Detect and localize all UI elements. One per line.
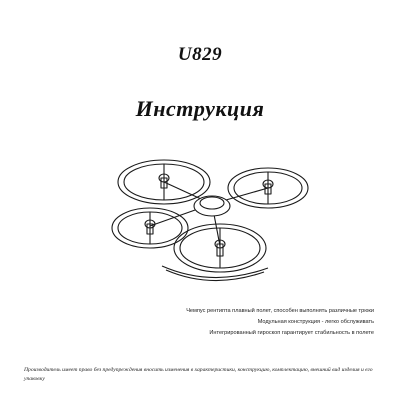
quadcopter-drone-icon (92, 148, 332, 288)
feature-item: Чемпус рентипта плавный полет, способен выполнять различные трюки (186, 308, 374, 314)
feature-list (54, 306, 374, 339)
feature-item: Модульная конструкция - легко обслуживать (257, 319, 374, 325)
model-number: U829 (177, 44, 223, 65)
feature-item: Интегрированный гироскоп гарантирует стабильность в полете (209, 330, 374, 336)
manufacturer-notice: Производитель имеет право без предупреждения вносить изменения в характеристики, конструкцию, комплектацию, внешний вид изделия и его упаковку (24, 367, 373, 382)
document-title: Инструкция (135, 96, 265, 121)
